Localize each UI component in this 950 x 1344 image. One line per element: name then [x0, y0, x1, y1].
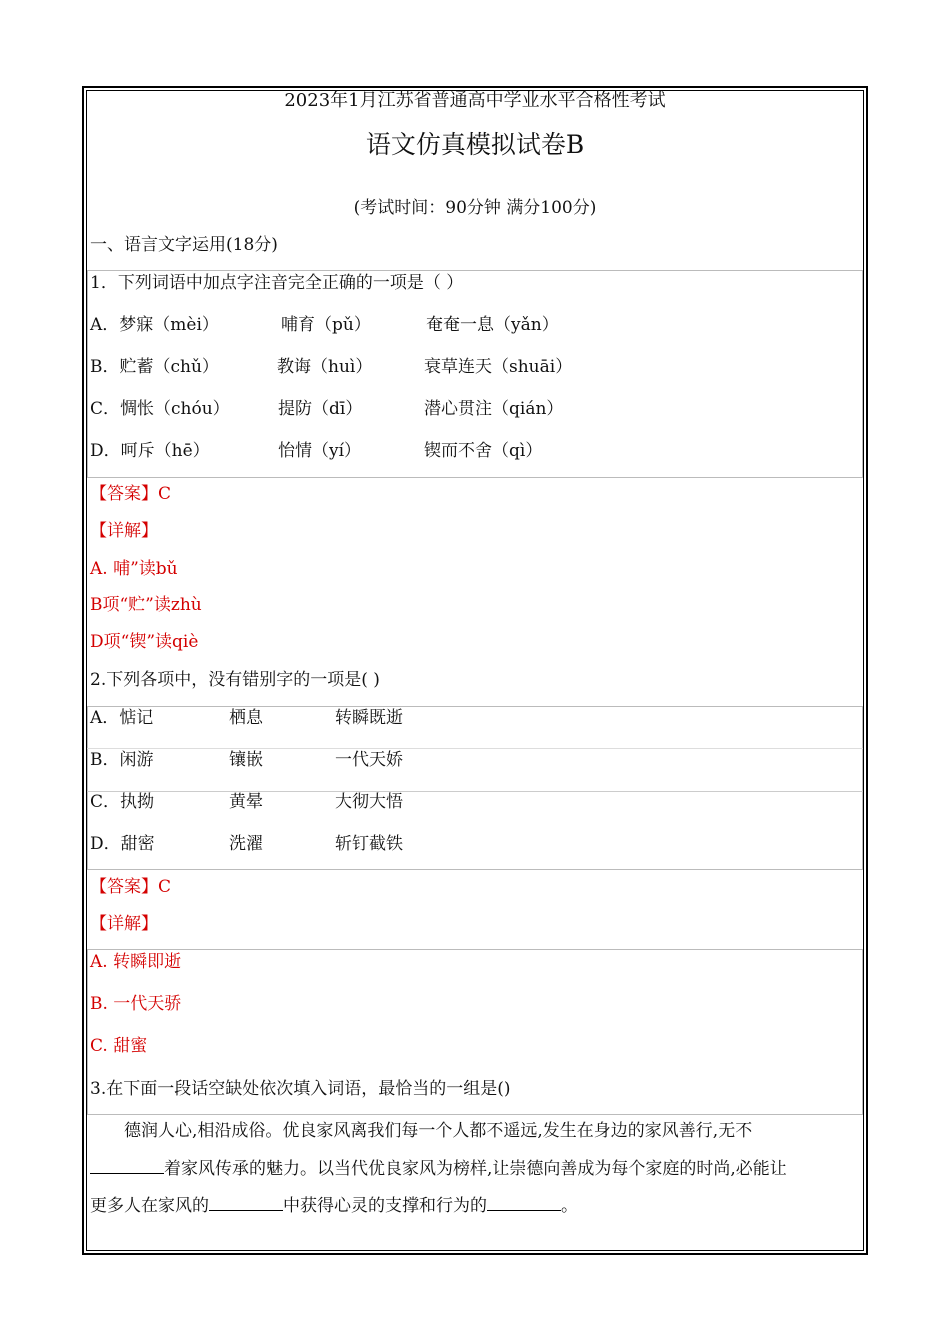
q1-option-c-2: 提防（dī）	[278, 399, 363, 419]
q1-explain-1: A. 哺”读bǔ	[90, 559, 178, 579]
q1-option-b-3: 衰草连天（shuāi）	[424, 357, 573, 377]
q3-passage-line-2	[90, 1157, 862, 1180]
q1-option-d-2: 怡情（yí）	[278, 441, 362, 461]
q1-detail: 【详解】	[90, 521, 158, 541]
q3-stem: 3.在下面一段话空缺处依次填入词语，最恰当的一组是()	[90, 1079, 511, 1099]
q3-passage-text: 。	[561, 1196, 578, 1216]
q1-option-a: A．梦寐（mèi）	[90, 315, 219, 335]
blank-2[interactable]	[209, 1194, 283, 1211]
q2-box	[87, 706, 863, 870]
q2-option-b-3: 一代天娇	[335, 750, 403, 770]
q2-option-d: D．甜密	[90, 834, 155, 854]
q1-explain-2: B项“贮”读zhù	[90, 595, 202, 615]
q3-passage-line-1: 德润人心,相沿成俗。优良家风离我们每一个人都不遥远,发生在身边的家风善行,无不	[124, 1121, 753, 1141]
q1-explain-3: D项“锲”读qiè	[90, 632, 199, 652]
q1-option-b: B．贮蓄（chǔ）	[90, 357, 219, 377]
q2-explain-1: A. 转瞬即逝	[90, 952, 182, 972]
q2-option-c-3: 大彻大悟	[335, 792, 403, 812]
q2-explain-3: C. 甜蜜	[90, 1036, 148, 1056]
q2-option-a: A．惦记	[90, 708, 154, 728]
q1-option-a-2: 哺育（pǔ）	[281, 315, 371, 335]
q1-option-c: C．惆怅（chóu）	[90, 399, 230, 419]
q2-explain-2: B. 一代天骄	[90, 994, 182, 1014]
q1-option-c-3: 潜心贯注（qián）	[424, 399, 564, 419]
q2-option-a-2: 栖息	[229, 708, 263, 728]
q3-passage-text: 中获得心灵的支撑和行为的	[283, 1196, 487, 1216]
q1-option-b-2: 教诲（huì）	[277, 357, 373, 377]
q1-answer: 【答案】C	[90, 484, 172, 504]
q1-stem: 1．下列词语中加点字注音完全正确的一项是（ ）	[90, 273, 464, 293]
q2-option-b: B．闲游	[90, 750, 154, 770]
q2-divider	[87, 791, 863, 792]
q2-option-c: C．执拗	[90, 792, 155, 812]
q1-option-d-3: 锲而不舍（qì）	[424, 441, 543, 461]
section-heading: 一、语言文字运用(18分)	[90, 235, 278, 255]
blank-1[interactable]	[90, 1157, 164, 1174]
q1-option-a-3: 奄奄一息（yǎn）	[426, 315, 559, 335]
q2-divider	[87, 748, 863, 749]
q2-option-d-3: 斩钉截铁	[335, 834, 403, 854]
q2-option-c-2: 黄晕	[229, 792, 263, 812]
exam-header: 2023年1月江苏省普通高中学业水平合格性考试	[284, 90, 666, 111]
q2-answer: 【答案】C	[90, 877, 172, 897]
q2-option-d-2: 洗濯	[229, 834, 263, 854]
exam-info: (考试时间：90分钟 满分100分)	[353, 198, 597, 218]
q1-option-d: D．呵斥（hē）	[90, 441, 210, 461]
q2-option-b-2: 镶嵌	[229, 750, 263, 770]
q2-option-a-3: 转瞬既逝	[335, 708, 403, 728]
q3-passage-line-3	[90, 1194, 862, 1217]
page-title: 语文仿真模拟试卷B	[365, 130, 585, 159]
q3-passage-text: 更多人在家风的	[90, 1196, 209, 1216]
blank-3[interactable]	[487, 1194, 561, 1211]
q3-passage-text: 着家风传承的魅力。以当代优良家风为榜样,让崇德向善成为每个家庭的时尚,必能让	[164, 1159, 787, 1179]
q2-detail: 【详解】	[90, 914, 158, 934]
q2-stem: 2.下列各项中，没有错别字的一项是( )	[90, 670, 380, 690]
